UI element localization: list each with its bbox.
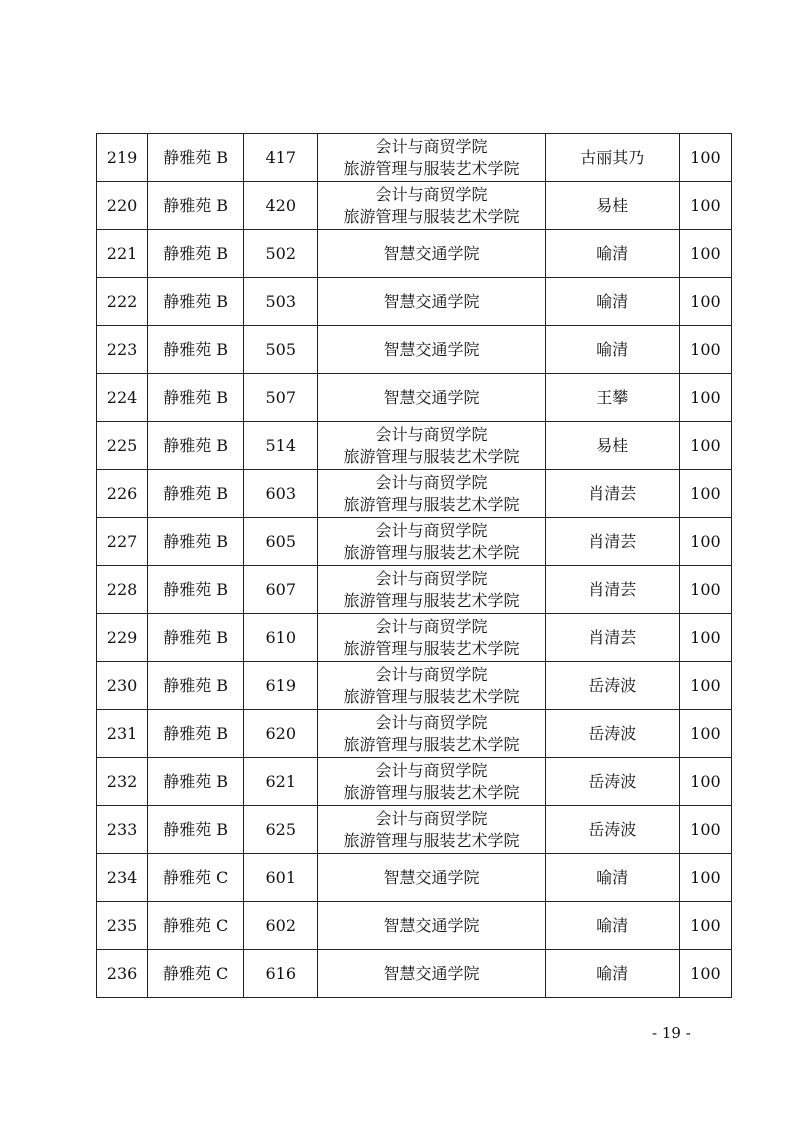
college-cell <box>318 806 545 854</box>
score-cell: 100 <box>679 278 731 326</box>
building-cell: 静雅苑 B <box>148 518 244 566</box>
no-cell: 232 <box>97 758 148 806</box>
no-cell: 227 <box>97 518 148 566</box>
name-cell: 喻清 <box>545 230 679 278</box>
page-number: - 19 - <box>652 1024 691 1042</box>
college-cell <box>318 230 545 278</box>
score-cell: 100 <box>679 806 731 854</box>
no-cell: 236 <box>97 950 148 998</box>
table-row <box>97 854 732 902</box>
table-row <box>97 422 732 470</box>
no-cell: 219 <box>97 134 148 182</box>
college-name: 会计与商贸学院 <box>375 184 488 204</box>
no-cell: 222 <box>97 278 148 326</box>
no-cell: 235 <box>97 902 148 950</box>
college-name: 旅游管理与服装艺术学院 <box>343 446 520 466</box>
name-cell: 易桂 <box>545 422 679 470</box>
college-name: 会计与商贸学院 <box>375 520 488 540</box>
building-cell: 静雅苑 B <box>148 470 244 518</box>
table-row <box>97 758 732 806</box>
name-cell: 岳涛波 <box>545 710 679 758</box>
table-row <box>97 902 732 950</box>
college-cell <box>318 854 545 902</box>
college-cell <box>318 422 545 470</box>
table-row <box>97 326 732 374</box>
college-cell <box>318 278 545 326</box>
building-cell: 静雅苑 B <box>148 662 244 710</box>
college-name: 旅游管理与服装艺术学院 <box>343 734 520 754</box>
building-cell: 静雅苑 B <box>148 230 244 278</box>
table-row <box>97 134 732 182</box>
college-name: 旅游管理与服装艺术学院 <box>343 158 520 178</box>
room-cell: 602 <box>244 902 318 950</box>
table-row <box>97 614 732 662</box>
building-cell: 静雅苑 C <box>148 950 244 998</box>
no-cell: 234 <box>97 854 148 902</box>
name-cell: 肖清芸 <box>545 566 679 614</box>
room-cell: 507 <box>244 374 318 422</box>
no-cell: 229 <box>97 614 148 662</box>
no-cell: 228 <box>97 566 148 614</box>
building-cell: 静雅苑 B <box>148 182 244 230</box>
building-cell: 静雅苑 B <box>148 422 244 470</box>
name-cell: 喻清 <box>545 950 679 998</box>
building-cell: 静雅苑 B <box>148 758 244 806</box>
college-name: 会计与商贸学院 <box>375 136 488 156</box>
score-cell: 100 <box>679 614 731 662</box>
table-row <box>97 182 732 230</box>
no-cell: 233 <box>97 806 148 854</box>
room-cell: 610 <box>244 614 318 662</box>
table-row <box>97 278 732 326</box>
table-row <box>97 374 732 422</box>
score-cell: 100 <box>679 902 731 950</box>
score-cell: 100 <box>679 758 731 806</box>
building-cell: 静雅苑 B <box>148 374 244 422</box>
college-name: 旅游管理与服装艺术学院 <box>343 830 520 850</box>
name-cell: 喻清 <box>545 902 679 950</box>
table-row <box>97 518 732 566</box>
college-name: 会计与商贸学院 <box>375 472 488 492</box>
college-name: 会计与商贸学院 <box>375 424 488 444</box>
no-cell: 226 <box>97 470 148 518</box>
college-cell <box>318 374 545 422</box>
name-cell: 肖清芸 <box>545 470 679 518</box>
no-cell: 221 <box>97 230 148 278</box>
score-cell: 100 <box>679 710 731 758</box>
table-row <box>97 230 732 278</box>
building-cell: 静雅苑 B <box>148 806 244 854</box>
table-body <box>97 134 732 998</box>
table-row <box>97 566 732 614</box>
room-cell: 505 <box>244 326 318 374</box>
college-name: 智慧交通学院 <box>383 867 480 887</box>
score-cell: 100 <box>679 854 731 902</box>
score-cell: 100 <box>679 374 731 422</box>
name-cell: 古丽其乃 <box>545 134 679 182</box>
name-cell: 岳涛波 <box>545 758 679 806</box>
name-cell: 岳涛波 <box>545 662 679 710</box>
score-cell: 100 <box>679 662 731 710</box>
college-name: 会计与商贸学院 <box>375 616 488 636</box>
name-cell: 王攀 <box>545 374 679 422</box>
college-name: 旅游管理与服装艺术学院 <box>343 494 520 514</box>
college-name: 智慧交通学院 <box>383 339 480 359</box>
room-cell: 503 <box>244 278 318 326</box>
room-cell: 603 <box>244 470 318 518</box>
score-cell: 100 <box>679 950 731 998</box>
score-cell: 100 <box>679 422 731 470</box>
name-cell: 易桂 <box>545 182 679 230</box>
room-cell: 621 <box>244 758 318 806</box>
college-cell <box>318 566 545 614</box>
college-name: 旅游管理与服装艺术学院 <box>343 542 520 562</box>
building-cell: 静雅苑 B <box>148 326 244 374</box>
room-cell: 625 <box>244 806 318 854</box>
college-cell <box>318 182 545 230</box>
college-cell <box>318 326 545 374</box>
college-cell <box>318 134 545 182</box>
name-cell: 喻清 <box>545 278 679 326</box>
college-cell <box>318 662 545 710</box>
building-cell: 静雅苑 C <box>148 854 244 902</box>
college-name: 会计与商贸学院 <box>375 664 488 684</box>
room-cell: 420 <box>244 182 318 230</box>
table-row <box>97 950 732 998</box>
college-cell <box>318 518 545 566</box>
table-row <box>97 806 732 854</box>
room-cell: 619 <box>244 662 318 710</box>
no-cell: 220 <box>97 182 148 230</box>
college-name: 旅游管理与服装艺术学院 <box>343 686 520 706</box>
building-cell: 静雅苑 B <box>148 710 244 758</box>
score-cell: 100 <box>679 470 731 518</box>
building-cell: 静雅苑 B <box>148 134 244 182</box>
college-cell <box>318 614 545 662</box>
college-name: 旅游管理与服装艺术学院 <box>343 782 520 802</box>
college-cell <box>318 710 545 758</box>
no-cell: 223 <box>97 326 148 374</box>
college-name: 会计与商贸学院 <box>375 808 488 828</box>
name-cell: 肖清芸 <box>545 614 679 662</box>
college-name: 旅游管理与服装艺术学院 <box>343 206 520 226</box>
score-cell: 100 <box>679 518 731 566</box>
room-cell: 616 <box>244 950 318 998</box>
college-name: 智慧交通学院 <box>383 291 480 311</box>
name-cell: 岳涛波 <box>545 806 679 854</box>
building-cell: 静雅苑 C <box>148 902 244 950</box>
college-name: 旅游管理与服装艺术学院 <box>343 590 520 610</box>
dormitory-score-table <box>96 133 732 998</box>
name-cell: 喻清 <box>545 854 679 902</box>
college-name: 旅游管理与服装艺术学院 <box>343 638 520 658</box>
score-cell: 100 <box>679 182 731 230</box>
score-cell: 100 <box>679 134 731 182</box>
room-cell: 605 <box>244 518 318 566</box>
name-cell: 喻清 <box>545 326 679 374</box>
name-cell: 肖清芸 <box>545 518 679 566</box>
room-cell: 514 <box>244 422 318 470</box>
building-cell: 静雅苑 B <box>148 614 244 662</box>
college-name: 会计与商贸学院 <box>375 760 488 780</box>
college-name: 会计与商贸学院 <box>375 568 488 588</box>
no-cell: 225 <box>97 422 148 470</box>
college-cell <box>318 758 545 806</box>
building-cell: 静雅苑 B <box>148 566 244 614</box>
room-cell: 607 <box>244 566 318 614</box>
college-name: 会计与商贸学院 <box>375 712 488 732</box>
college-name: 智慧交通学院 <box>383 963 480 983</box>
building-cell: 静雅苑 B <box>148 278 244 326</box>
table-row <box>97 710 732 758</box>
room-cell: 417 <box>244 134 318 182</box>
college-name: 智慧交通学院 <box>383 387 480 407</box>
no-cell: 230 <box>97 662 148 710</box>
room-cell: 601 <box>244 854 318 902</box>
college-cell <box>318 902 545 950</box>
no-cell: 231 <box>97 710 148 758</box>
room-cell: 620 <box>244 710 318 758</box>
score-cell: 100 <box>679 230 731 278</box>
room-cell: 502 <box>244 230 318 278</box>
table-row <box>97 662 732 710</box>
college-cell <box>318 950 545 998</box>
college-name: 智慧交通学院 <box>383 915 480 935</box>
college-name: 智慧交通学院 <box>383 243 480 263</box>
no-cell: 224 <box>97 374 148 422</box>
college-cell <box>318 470 545 518</box>
table-row <box>97 470 732 518</box>
score-cell: 100 <box>679 326 731 374</box>
score-cell: 100 <box>679 566 731 614</box>
